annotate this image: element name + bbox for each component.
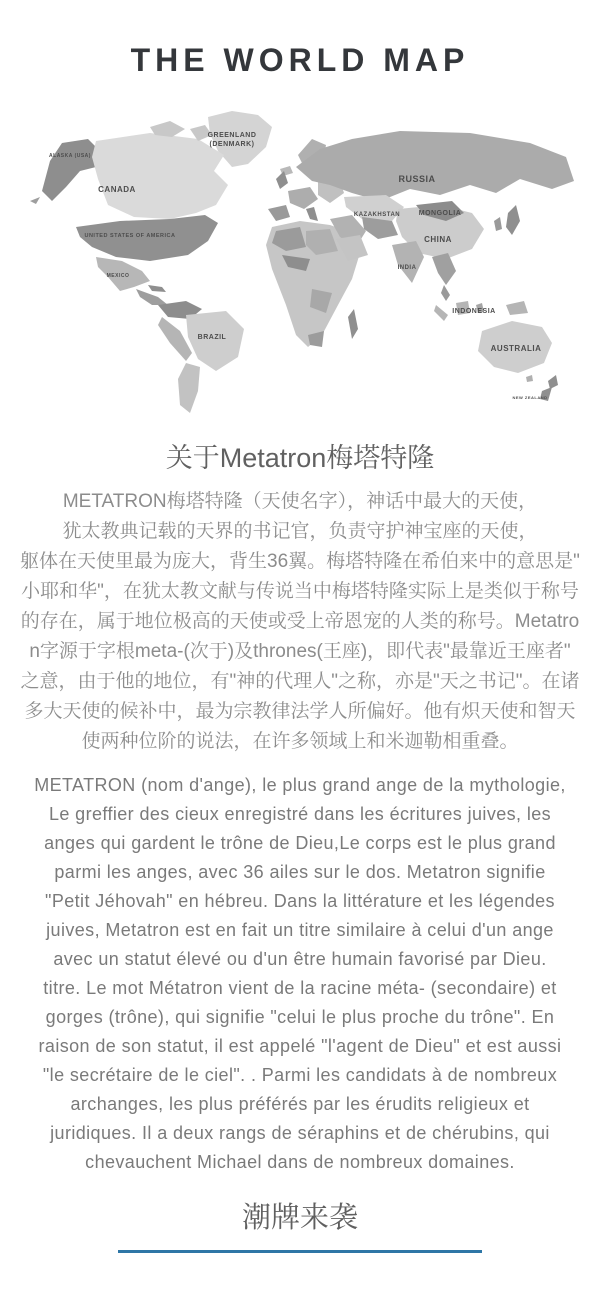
- cn-line: n字源于字根meta-(次于)及thrones(王座)，即代表"最靠近王座者": [29, 641, 571, 662]
- map-label-usa: UNITED STATES OF AMERICA: [84, 233, 176, 239]
- fr-line: chevauchent Michael dans de nombreux domaines.: [85, 1152, 515, 1172]
- about-metatron-fr-paragraph: [0, 771, 600, 1177]
- fr-line: archanges, les plus préférés par les érudits religieux et: [70, 1094, 530, 1114]
- fr-line: gorges (trône), qui signifie "celui le plus proche du trône". En: [45, 1007, 555, 1027]
- fr-line: "Petit Jéhovah" en hébreu. Dans la littérature et les légendes: [45, 891, 555, 911]
- about-metatron-cn-heading: 关于Metatron梅塔特隆: [165, 443, 435, 473]
- fr-line: juridiques. Il a deux rangs de séraphins et de chérubins, qui: [50, 1123, 550, 1143]
- map-label-alaska: ALASKA (USA): [49, 153, 91, 159]
- cn-line: 小耶和华"，在犹太教文献与传说当中梅塔特隆实际上是类似于称号: [21, 581, 579, 602]
- cn-line: 躯体在天使里最为庞大，背生36翼。梅塔特隆在希伯来中的意思是": [20, 551, 580, 572]
- cn-line: 使两种位阶的说法，在许多领域上和米迦勒相重叠。: [81, 731, 519, 752]
- trend-brand-heading: 潮牌来袭: [241, 1202, 358, 1234]
- fr-line: anges qui gardent le trône de Dieu,Le corps est le plus grand: [44, 833, 556, 853]
- fr-line: avec un statut élevé ou d'un être humain favorisé par Dieu.: [53, 949, 547, 969]
- fr-line: raison de son statut, il est appelé "l'agent de Dieu" et est aussi: [38, 1036, 562, 1056]
- world-map-svg: [0, 109, 600, 422]
- map-label-australia: AUSTRALIA: [490, 344, 542, 353]
- map-label-greenland: GREENLAND: [207, 132, 257, 139]
- cn-line: 之意，由于他的地位，有"神的代理人"之称，亦是"天之书记"。在诸: [20, 671, 580, 692]
- fr-line: METATRON (nom d'ange), le plus grand ange de la mythologie,: [34, 775, 566, 795]
- map-label-indonesia: INDONESIA: [452, 308, 496, 315]
- map-label-india: INDIA: [397, 265, 417, 271]
- map-label-new-zealand: NEW ZEALAND: [512, 395, 548, 400]
- map-label-mexico: MEXICO: [106, 273, 130, 279]
- map-label-brazil: BRAZIL: [197, 334, 227, 341]
- map-label-canada: CANADA: [98, 185, 136, 194]
- cn-line: 多大天使的候补中，最为宗教律法学人所偏好。他有炽天使和智天: [24, 701, 576, 722]
- map-label-china: CHINA: [424, 235, 452, 244]
- cn-line: METATRON梅塔特隆（天使名字），神话中最大的天使，: [62, 491, 538, 512]
- fr-line: juives, Metatron est en fait un titre similaire à celui d'un ange: [46, 920, 554, 940]
- fr-line: "le secrétaire de le ciel". . Parmi les candidats à de nombreux: [42, 1065, 558, 1085]
- map-label-russia: RUSSIA: [398, 174, 436, 184]
- map-label-mongolia: MONGOLIA: [418, 210, 462, 217]
- cn-line: 的存在，属于地位极高的天使或受上帝恩宠的人类的称号。Metatro: [20, 611, 580, 632]
- page-title: THE WORLD MAP: [130, 42, 470, 78]
- map-label-greenland-denmark: (DENMARK): [209, 141, 255, 148]
- fr-line: Le greffier des cieux enregistré dans les écritures juives, les: [48, 804, 552, 824]
- fr-line: parmi les anges, avec 36 ailes sur le dos. Metatron signifie: [54, 862, 546, 882]
- map-label-kazakhstan: KAZAKHSTAN: [353, 212, 401, 218]
- section-divider: [118, 1250, 482, 1253]
- about-metatron-cn-paragraph: [0, 487, 600, 757]
- cn-line: 犹太教典记载的天界的书记官，负责守护神宝座的天使，: [62, 521, 538, 542]
- world-map-image: [0, 109, 600, 422]
- fr-line: titre. Le mot Métatron vient de la racine méta- (secondaire) et: [43, 978, 557, 998]
